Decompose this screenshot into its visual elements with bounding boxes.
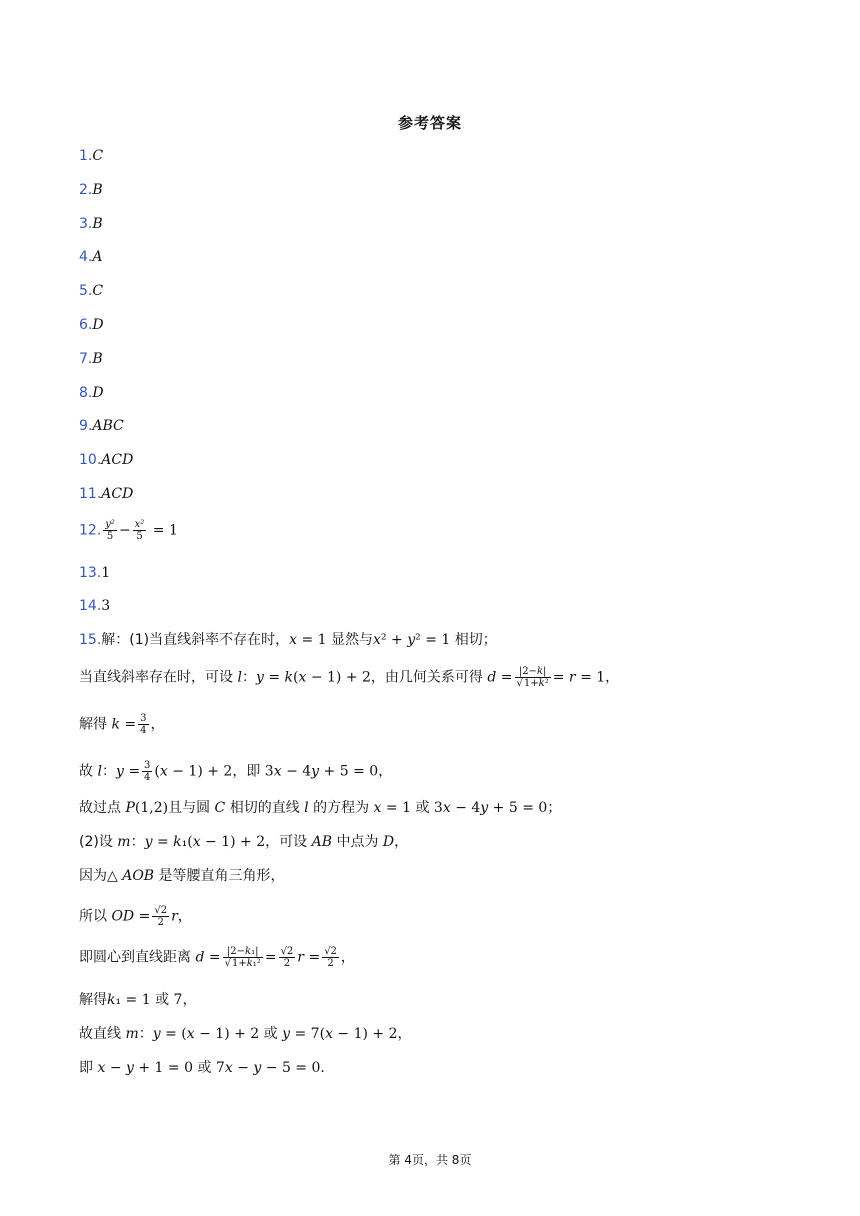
- answer-2: 2.B: [79, 182, 103, 198]
- answer-6: 6.D: [79, 317, 104, 333]
- q15-line-4: 故 l：y = $\frac{3}{4}$ (x − 1) + 2，即 3x − 4y + 5 = 0，: [79, 760, 393, 783]
- q15-line-1: 15.解：(1)当直线斜率不存在时，x = 1 显然与x² + y² = 1 相切；: [79, 632, 497, 648]
- q15-line-12: 即 x − y + 1 = 0 或 7x − y − 5 = 0．: [79, 1060, 335, 1076]
- q15-line-5: 故过点 P(1,2)且与圆 C 相切的直线 l 的方程为 x = 1 或 3x − 4y + 5 = 0；: [79, 800, 562, 816]
- answer-7: 7.B: [79, 351, 103, 367]
- answer-10: 10.ACD: [79, 452, 134, 468]
- q15-line-11: 故直线 m：y = (x − 1) + 2 或 y = 7(x − 1) + 2，: [79, 1026, 412, 1042]
- q15-line-10: 解得k₁ = 1 或 7，: [79, 992, 197, 1008]
- q15-line-9: 即圆心到直线距离 d = $\frac{\text{|2−k₁|}}{\text{√1+k₁²}}$ = $\frac{√2}{2}$ r = $\frac{√2}{2}$ ，: [79, 946, 355, 969]
- q15-line-2: 当直线斜率存在时，可设 l：y = k(x − 1) + 2，由几何关系可得 d = $\frac{|2-k|}{\text{√1+k²}}$ = r = 1，: [79, 666, 620, 689]
- q15-line-6: (2)设 m：y = k₁(x − 1) + 2，可设 AB 中点为 D，: [79, 834, 409, 850]
- answer-4: 4.A: [79, 249, 103, 265]
- answer-9: 9.ABC: [79, 418, 124, 434]
- q15-line-3: 解得 k = $\frac{3}{4}$ ，: [79, 713, 165, 736]
- answer-14: 14.3: [79, 598, 111, 614]
- answer-5: 5.C: [79, 283, 104, 299]
- answer-3: 3.B: [79, 216, 103, 232]
- answer-8: 8.D: [79, 385, 104, 401]
- page-title: 参考答案: [397, 114, 462, 132]
- answer-1: 1.C: [79, 148, 104, 164]
- answer-11: 11.ACD: [79, 486, 134, 502]
- q15-line-7: 因为△ AOB 是等腰直角三角形，: [79, 868, 285, 884]
- answer-12: 12. $\frac{\text{y²}}{5}$ − $\frac{\text{x²}}{5}$ = 1: [79, 519, 178, 542]
- answer-13: 13.1: [79, 565, 111, 581]
- page-footer: 第 4页，共 8页: [388, 1153, 472, 1167]
- q15-line-8: 所以 OD = $\frac{√2}{2}$ r，: [79, 905, 192, 928]
